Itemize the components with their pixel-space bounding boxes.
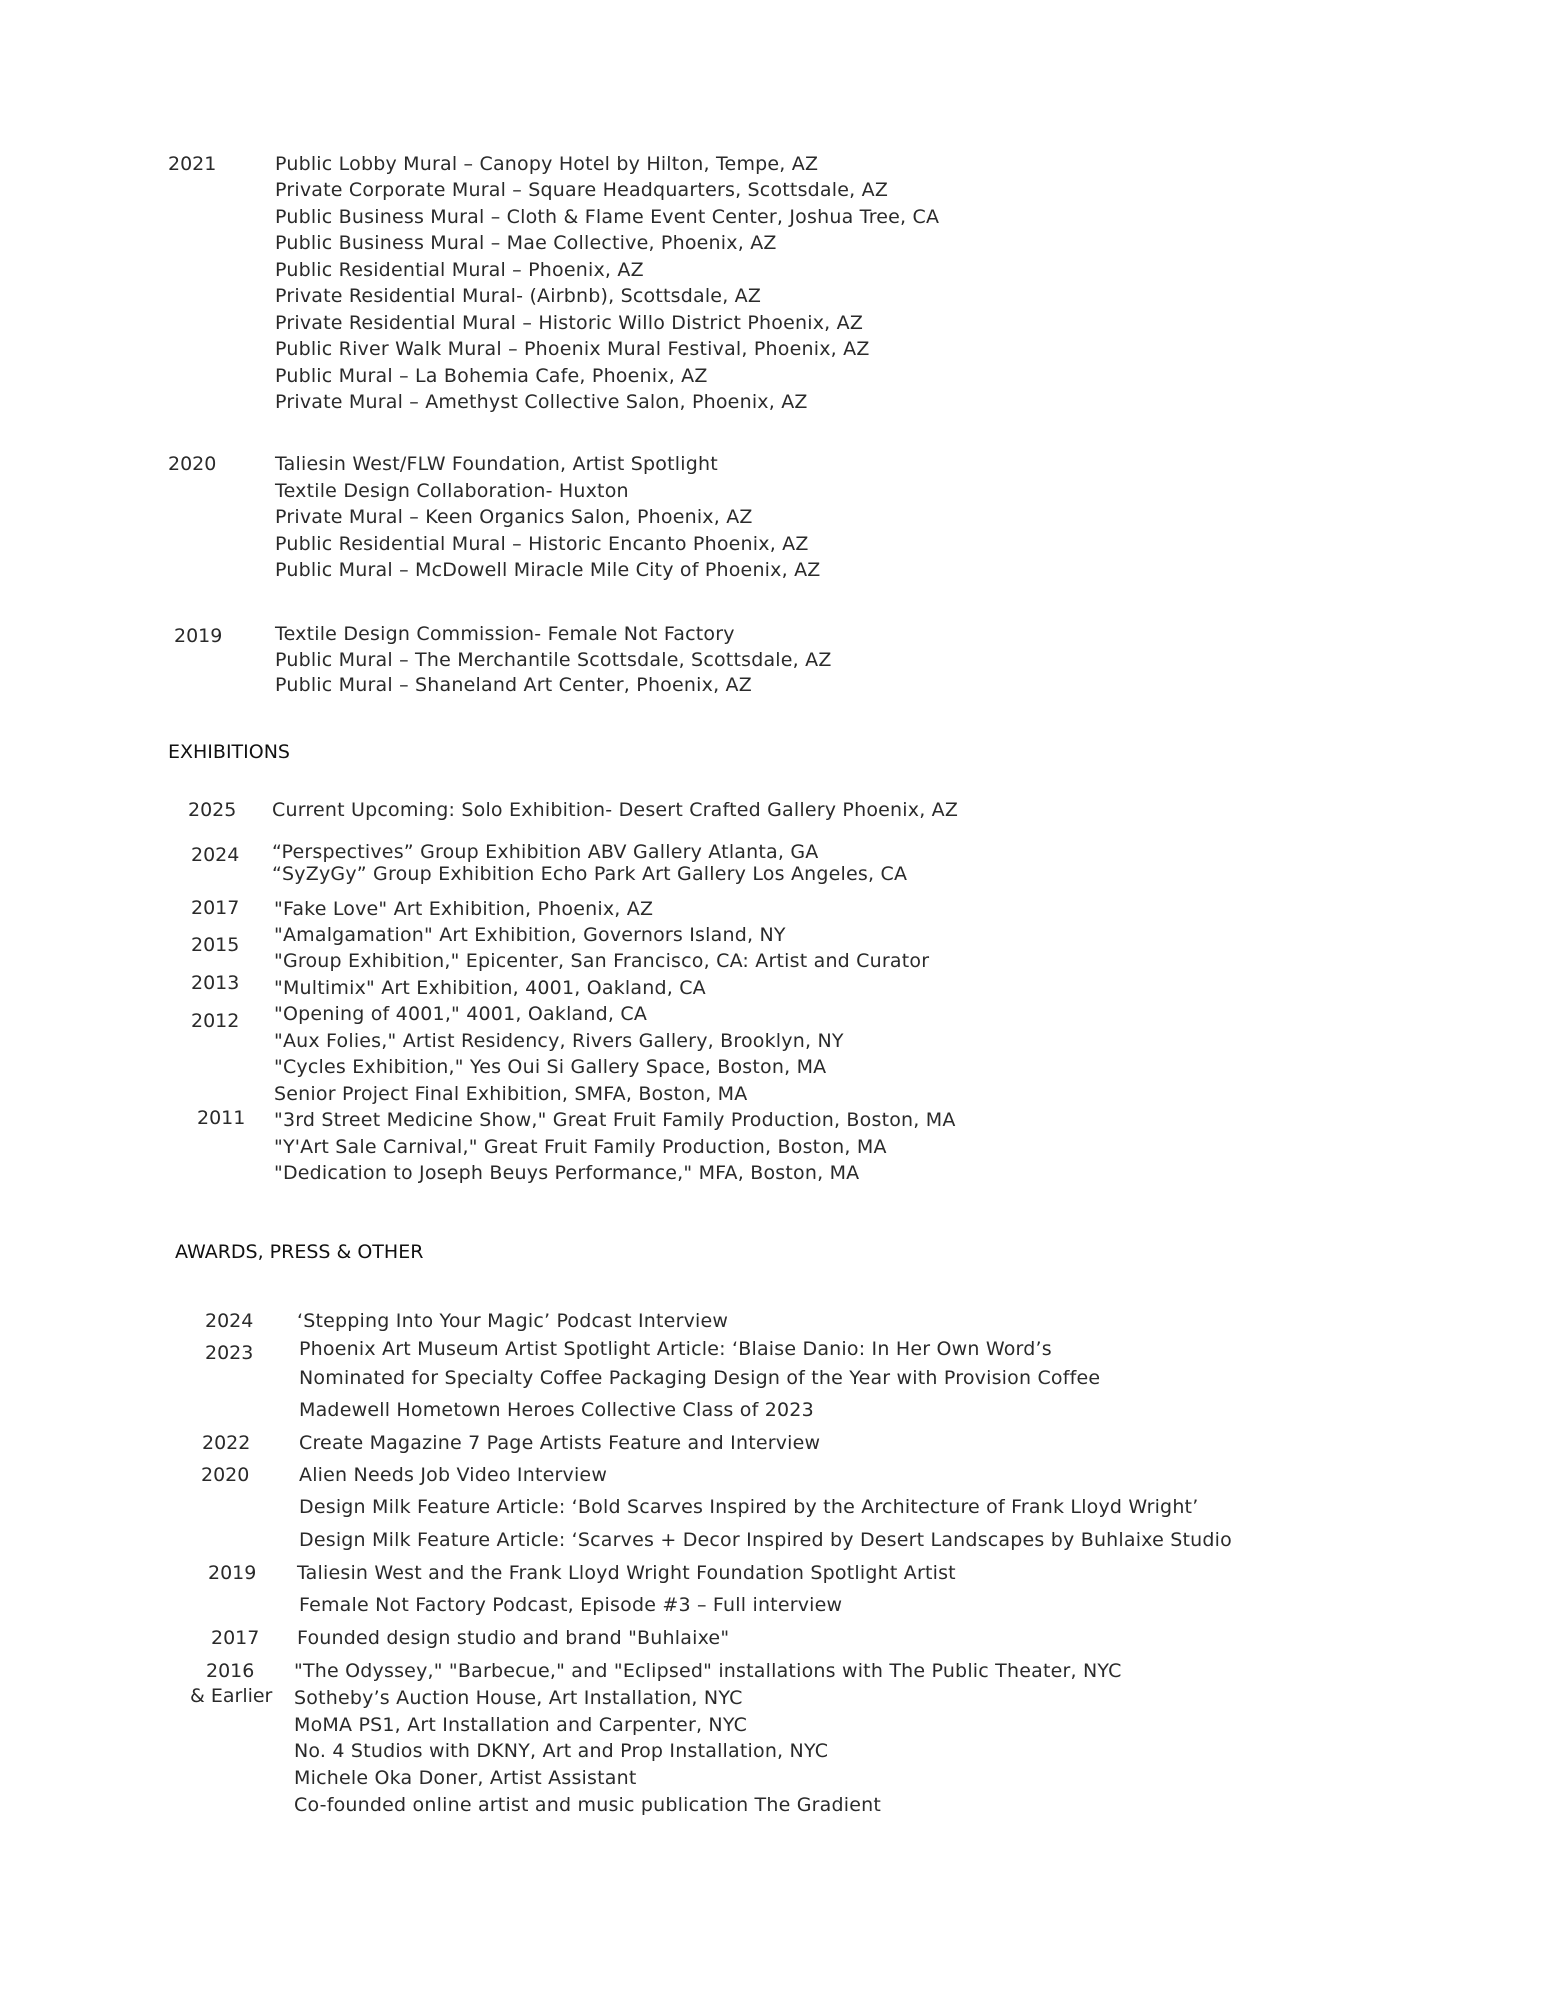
- list-item: Michele Oka Doner, Artist Assistant: [294, 1767, 637, 1789]
- list-item: "The Odyssey," "Barbecue," and "Eclipsed" installations with The Public Theater, NYC: [294, 1660, 1122, 1682]
- list-item: Taliesin West/FLW Foundation, Artist Spotlight: [275, 453, 718, 475]
- list-item: Private Mural – Amethyst Collective Salon, Phoenix, AZ: [275, 391, 808, 413]
- list-item: "Multimix" Art Exhibition, 4001, Oakland, CA: [274, 977, 706, 999]
- year-label: 2019: [208, 1562, 257, 1584]
- year-label: 2022: [202, 1432, 251, 1454]
- year-label: 2015: [191, 934, 240, 956]
- list-item: "3rd Street Medicine Show," Great Fruit Family Production, Boston, MA: [274, 1109, 956, 1131]
- year-label: 2024: [191, 844, 240, 866]
- section-heading-awards: AWARDS, PRESS & OTHER: [175, 1241, 424, 1263]
- list-item: MoMA PS1, Art Installation and Carpenter, NYC: [294, 1714, 748, 1736]
- list-item: Public River Walk Mural – Phoenix Mural Festival, Phoenix, AZ: [275, 338, 870, 360]
- year-label: 2017: [211, 1627, 260, 1649]
- list-item: Public Mural – La Bohemia Cafe, Phoenix, AZ: [275, 365, 708, 387]
- list-item: Create Magazine 7 Page Artists Feature and Interview: [299, 1432, 821, 1454]
- year-label: 2017: [191, 897, 240, 919]
- list-item: “Perspectives” Group Exhibition ABV Gallery Atlanta, GA: [272, 841, 819, 863]
- list-item: Design Milk Feature Article: ‘Bold Scarves Inspired by the Architecture of Frank Lloyd Wright’: [299, 1496, 1199, 1518]
- list-item: "Fake Love" Art Exhibition, Phoenix, AZ: [274, 898, 654, 920]
- list-item: Madewell Hometown Heroes Collective Class of 2023: [299, 1399, 814, 1421]
- list-item: No. 4 Studios with DKNY, Art and Prop Installation, NYC: [294, 1740, 829, 1762]
- list-item: "Dedication to Joseph Beuys Performance," MFA, Boston, MA: [274, 1162, 860, 1184]
- year-label: 2012: [191, 1010, 240, 1032]
- list-item: Nominated for Specialty Coffee Packaging Design of the Year with Provision Coffee: [299, 1367, 1101, 1389]
- list-item: Private Residential Mural – Historic Willo District Phoenix, AZ: [275, 312, 864, 334]
- year-label: 2024: [205, 1310, 254, 1332]
- list-item: Design Milk Feature Article: ‘Scarves + Decor Inspired by Desert Landscapes by Buhlaixe Studio: [299, 1529, 1232, 1551]
- list-item: Sotheby’s Auction House, Art Installation, NYC: [294, 1687, 743, 1709]
- year-label: 2020: [201, 1464, 250, 1486]
- list-item: Private Mural – Keen Organics Salon, Phoenix, AZ: [275, 506, 753, 528]
- list-item: Public Business Mural – Cloth & Flame Event Center, Joshua Tree, CA: [275, 206, 940, 228]
- year-label: & Earlier: [190, 1685, 273, 1707]
- list-item: Phoenix Art Museum Artist Spotlight Article: ‘Blaise Danio: In Her Own Word’s: [299, 1338, 1052, 1360]
- list-item: Private Residential Mural- (Airbnb), Scottsdale, AZ: [275, 285, 762, 307]
- list-item: Public Residential Mural – Phoenix, AZ: [275, 259, 644, 281]
- list-item: “SyZyGy” Group Exhibition Echo Park Art Gallery Los Angeles, CA: [272, 863, 908, 885]
- list-item: Current Upcoming: Solo Exhibition- Desert Crafted Gallery Phoenix, AZ: [272, 799, 959, 821]
- list-item: Private Corporate Mural – Square Headquarters, Scottsdale, AZ: [275, 179, 889, 201]
- year-label: 2021: [168, 153, 217, 175]
- list-item: Public Mural – The Merchantile Scottsdale, Scottsdale, AZ: [275, 649, 832, 671]
- list-item: Public Mural – Shaneland Art Center, Phoenix, AZ: [275, 674, 752, 696]
- list-item: Public Residential Mural – Historic Encanto Phoenix, AZ: [275, 533, 809, 555]
- list-item: Public Lobby Mural – Canopy Hotel by Hilton, Tempe, AZ: [275, 153, 819, 175]
- list-item: "Y'Art Sale Carnival," Great Fruit Family Production, Boston, MA: [274, 1136, 887, 1158]
- list-item: Public Business Mural – Mae Collective, Phoenix, AZ: [275, 232, 777, 254]
- list-item: Textile Design Collaboration- Huxton: [275, 480, 629, 502]
- list-item: Alien Needs Job Video Interview: [299, 1464, 608, 1486]
- section-heading-exhibitions: EXHIBITIONS: [168, 741, 290, 763]
- list-item: ‘Stepping Into Your Magic’ Podcast Interview: [297, 1310, 729, 1332]
- list-item: Female Not Factory Podcast, Episode #3 – Full interview: [299, 1594, 843, 1616]
- year-label: 2011: [197, 1107, 246, 1129]
- list-item: Founded design studio and brand "Buhlaixe": [297, 1627, 730, 1649]
- year-label: 2025: [188, 799, 237, 821]
- list-item: Public Mural – McDowell Miracle Mile City of Phoenix, AZ: [275, 559, 821, 581]
- year-label: 2023: [205, 1342, 254, 1364]
- list-item: Textile Design Commission- Female Not Factory: [275, 623, 735, 645]
- year-label: 2020: [168, 453, 217, 475]
- list-item: "Cycles Exhibition," Yes Oui Si Gallery Space, Boston, MA: [274, 1056, 827, 1078]
- list-item: "Amalgamation" Art Exhibition, Governors Island, NY: [274, 924, 786, 946]
- list-item: Taliesin West and the Frank Lloyd Wright Foundation Spotlight Artist: [297, 1562, 956, 1584]
- list-item: "Opening of 4001," 4001, Oakland, CA: [274, 1003, 648, 1025]
- list-item: "Group Exhibition," Epicenter, San Francisco, CA: Artist and Curator: [274, 950, 930, 972]
- year-label: 2019: [174, 625, 223, 647]
- year-label: 2013: [191, 972, 240, 994]
- list-item: "Aux Folies," Artist Residency, Rivers Gallery, Brooklyn, NY: [274, 1030, 844, 1052]
- list-item: Co-founded online artist and music publication The Gradient: [294, 1794, 882, 1816]
- year-label: 2016: [206, 1660, 255, 1682]
- list-item: Senior Project Final Exhibition, SMFA, Boston, MA: [274, 1083, 748, 1105]
